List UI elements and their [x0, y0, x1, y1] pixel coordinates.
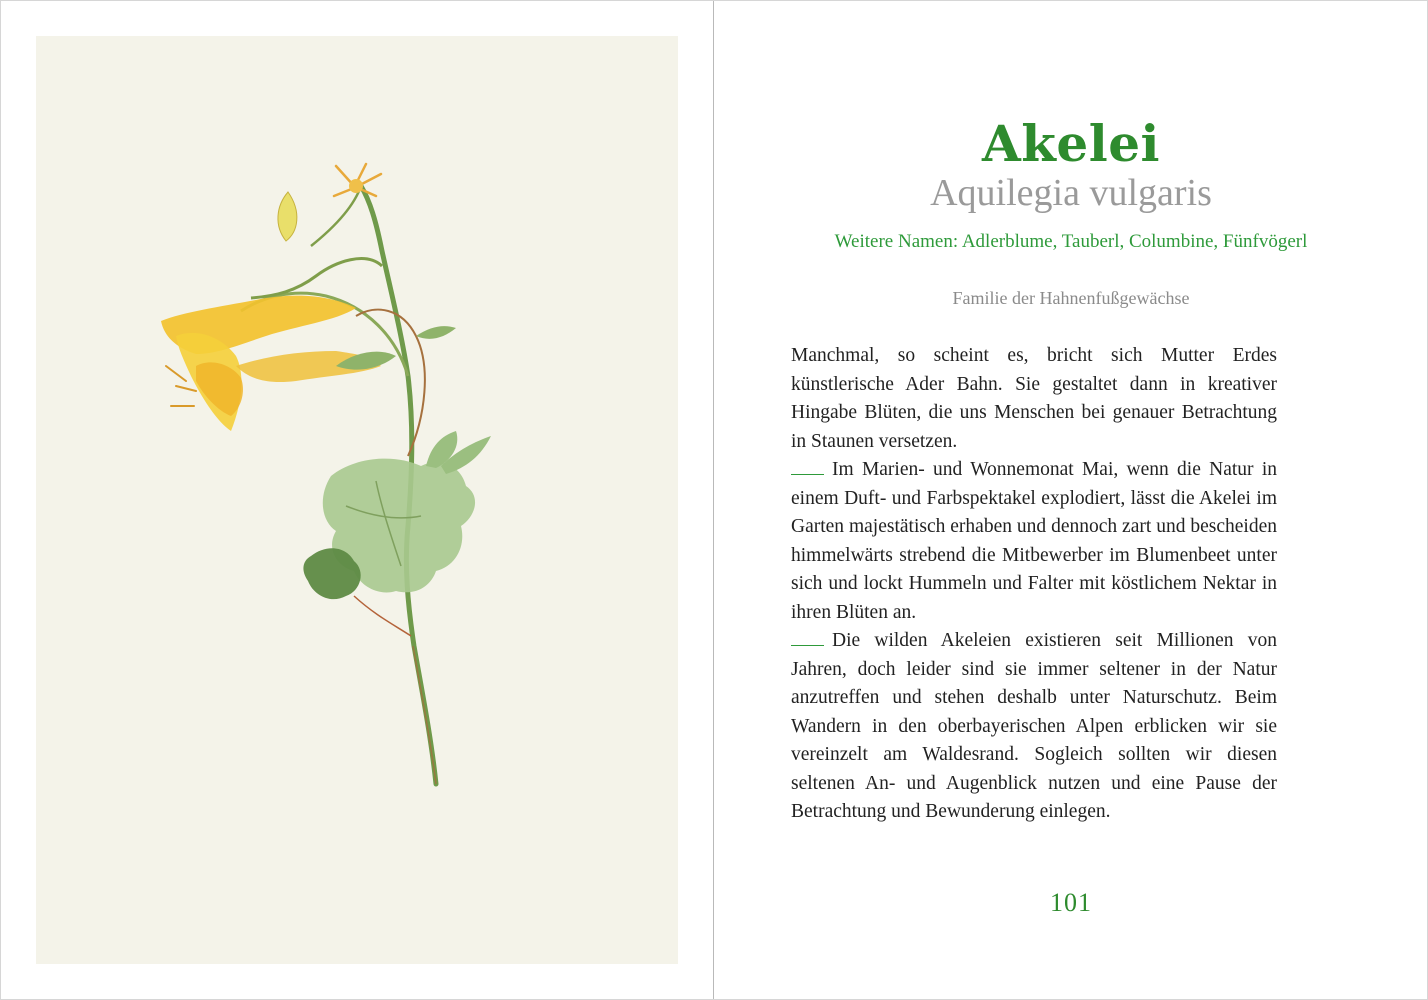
- right-page: [714, 0, 1428, 1000]
- paragraph-2-text: Im Marien- und Wonnemonat Mai, wenn die Natur in einem Duft- und Farbspektakel explodiert, lässt die Akelei im Garten majestätisch erhaben und dennoch zart und bescheiden himmelwärts strebend die Mitbewerber im Blumenbeet unter sich und lockt Hummeln und Falter mit köstlichem Nektar in ihren Blüten an.: [791, 459, 1277, 623]
- green-rule-icon: [791, 645, 824, 646]
- latin-name: Aquilegia vulgaris: [930, 172, 1212, 214]
- paragraph-1-text: Manchmal, so scheint es, bricht sich Mutter Erdes künstlerische Ader Bahn. Sie gestaltet dann in kreativer Hingabe Blüten, die uns Menschen bei genauer Betrachtung in Staunen versetzen.: [791, 345, 1277, 452]
- page-number: 101: [1050, 888, 1092, 917]
- paragraph-1: [791, 342, 1277, 456]
- body-text: [791, 342, 1277, 827]
- columbine-watercolor-icon: [36, 36, 678, 964]
- paragraph-3-text: Die wilden Akeleien existieren seit Millionen von Jahren, doch leider sind sie immer seltener in der Natur anzutreffen und stehen deshalb unter Naturschutz. Beim Wandern in den oberbayerischen Alpen erblicken wir sie vereinzelt am Waldesrand. Sogleich sollten wir diesen seltenen An- und Augenblick nutzen und eine Pause der Betrachtung und Bewunderung einlegen.: [791, 630, 1277, 822]
- other-names: Weitere Namen: Adlerblume, Tauberl, Columbine, Fünfvögerl: [834, 231, 1308, 252]
- plant-family: Familie der Hahnenfußgewächse: [952, 288, 1190, 308]
- green-rule-icon: [791, 474, 824, 475]
- paragraph-3: [791, 627, 1277, 827]
- paragraph-2: [791, 456, 1277, 627]
- frame-left: [0, 0, 1, 1000]
- frame-top: [0, 0, 1428, 1]
- columbine-illustration: [36, 36, 678, 964]
- plant-title: Akelei: [981, 114, 1161, 173]
